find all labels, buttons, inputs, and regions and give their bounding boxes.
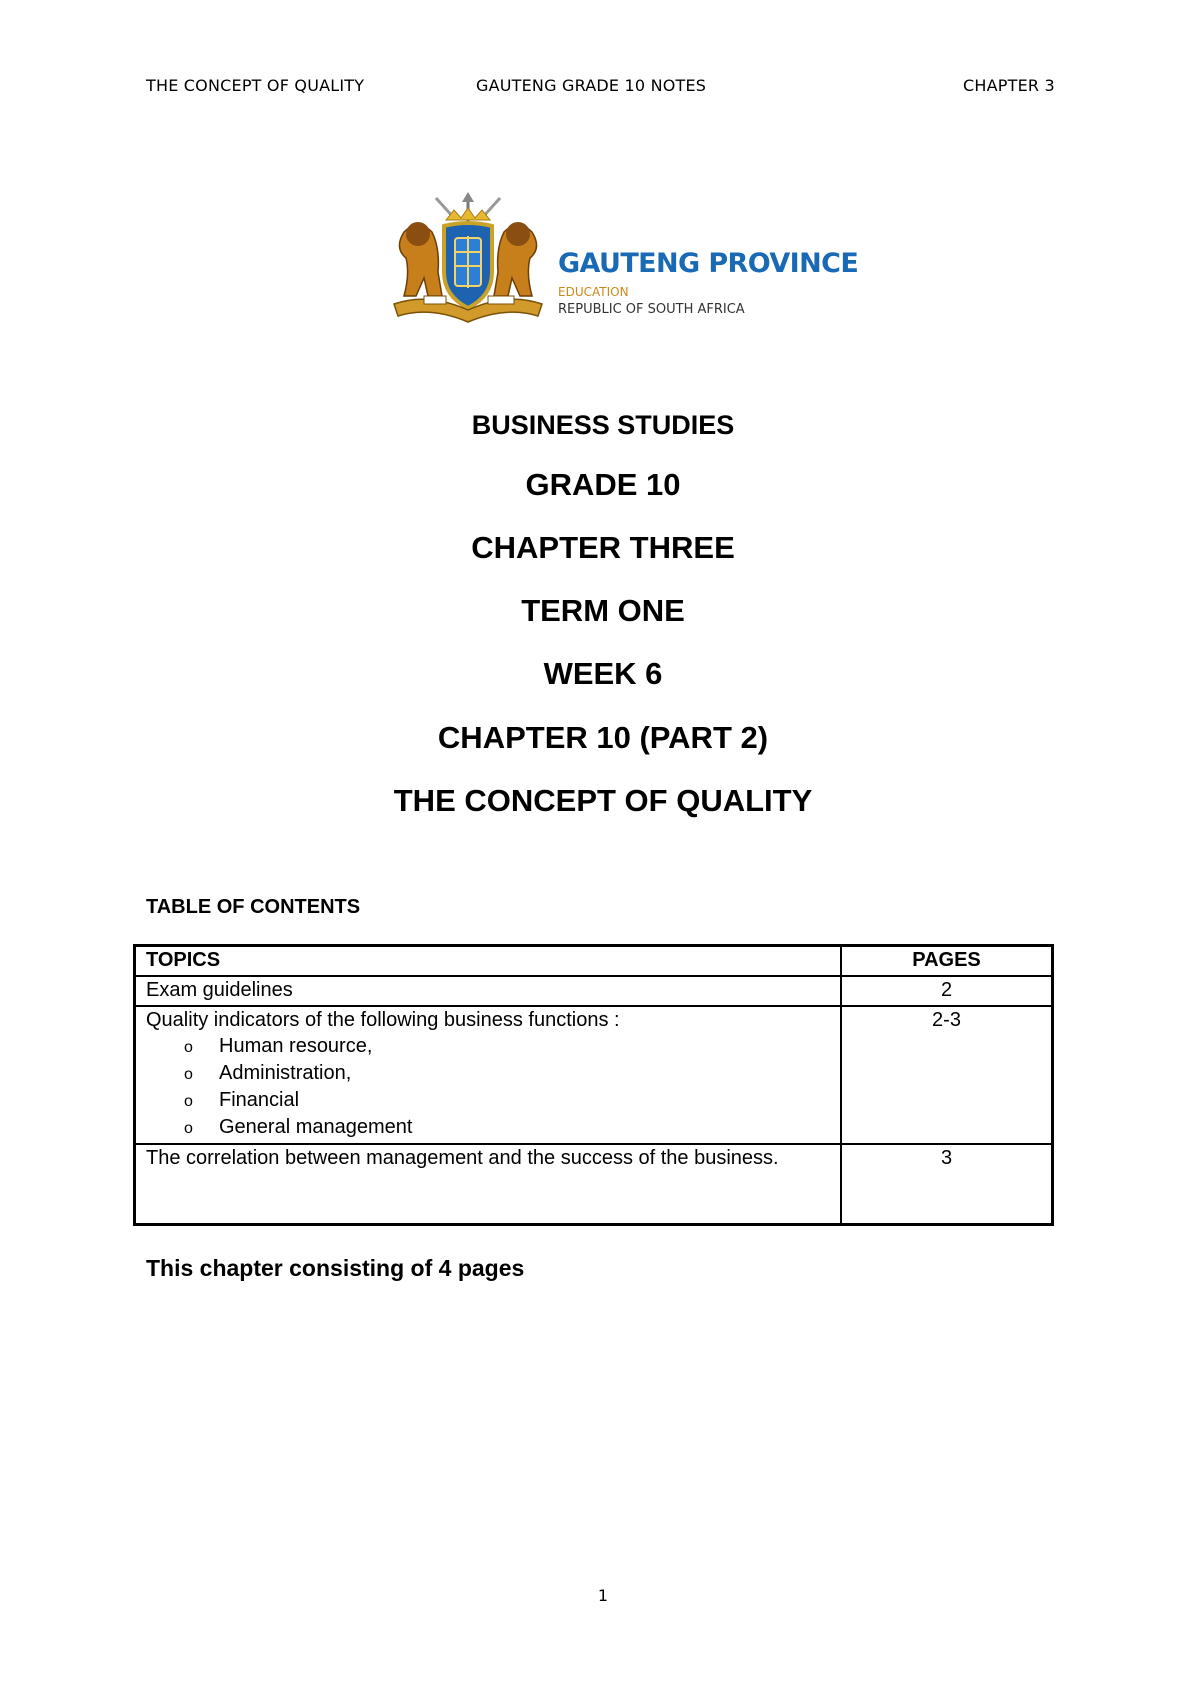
bullet-list — [146, 1033, 830, 1141]
row-pages: 3 — [841, 1144, 1053, 1224]
list-item: o Financial — [184, 1087, 830, 1114]
table-header-row — [135, 946, 1053, 977]
header-right: CHAPTER 3 — [963, 76, 1055, 95]
toc-table — [133, 944, 1054, 1226]
topics-header: TOPICS — [135, 946, 842, 977]
row-topic: Exam guidelines — [135, 976, 842, 1006]
list-item: o General management — [184, 1114, 830, 1141]
row-pages: 2-3 — [841, 1006, 1053, 1144]
week-title: WEEK 6 — [543, 656, 663, 691]
page-number: 1 — [597, 1586, 609, 1605]
part-title: CHAPTER 10 (PART 2) — [437, 720, 769, 755]
term-title: TERM ONE — [521, 593, 685, 628]
logo-subtitle: EDUCATION — [558, 285, 629, 299]
chapter-title: CHAPTER THREE — [471, 530, 735, 565]
toc-label: TABLE OF CONTENTS — [146, 896, 361, 918]
pages-header: PAGES — [841, 946, 1053, 977]
header-center: GAUTENG GRADE 10 NOTES — [476, 76, 707, 95]
topic-title: THE CONCEPT OF QUALITY — [393, 783, 813, 818]
row-pages: 2 — [841, 976, 1053, 1006]
header-left: THE CONCEPT OF QUALITY — [146, 76, 365, 95]
row-topic: The correlation between management and the success of the business. — [135, 1144, 842, 1224]
table-row — [135, 1144, 1053, 1224]
table-row — [135, 1006, 1053, 1144]
table-row — [135, 976, 1053, 1006]
grade-title: GRADE 10 — [525, 467, 681, 502]
row-topic-text: Quality indicators of the following business functions : — [146, 1009, 620, 1031]
list-item: o Human resource, — [184, 1033, 830, 1060]
list-item: o Administration, — [184, 1060, 830, 1087]
logo-title: GAUTENG PROVINCE — [558, 248, 859, 279]
row-topic — [135, 1006, 842, 1144]
subject-title: BUSINESS STUDIES — [471, 410, 735, 440]
logo-country: REPUBLIC OF SOUTH AFRICA — [558, 302, 745, 317]
chapter-length-note: This chapter consisting of 4 pages — [146, 1255, 525, 1281]
